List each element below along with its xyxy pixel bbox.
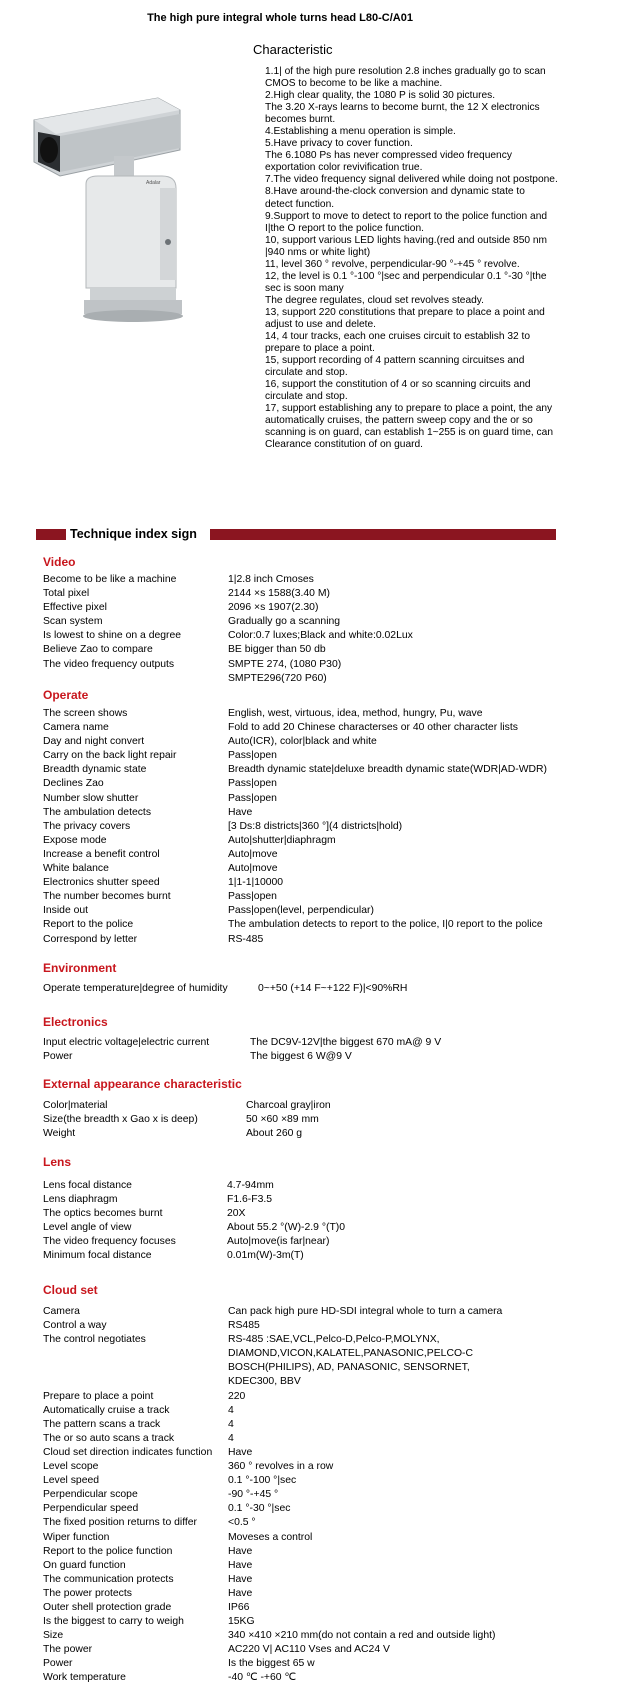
spec-row <box>43 1207 613 1221</box>
section-external-rows <box>43 1099 613 1141</box>
spec-value: Pass|open <box>228 778 277 790</box>
spec-row <box>43 643 613 657</box>
spec-row <box>43 707 613 721</box>
spec-label: The video frequency focuses <box>43 1236 176 1248</box>
spec-label: Operate temperature|degree of humidity <box>43 983 228 994</box>
spec-label: Total pixel <box>43 588 90 600</box>
section-external-heading: External appearance characteristic <box>43 1077 242 1091</box>
characteristic-line: circulate and stop. <box>265 391 348 403</box>
spec-label: Power <box>43 1051 73 1063</box>
spec-row <box>43 1432 613 1446</box>
spec-value: 340 ×410 ×210 mm(do not contain a red and outside light) <box>228 1630 496 1642</box>
spec-row <box>43 1375 613 1389</box>
characteristic-heading: Characteristic <box>253 42 333 57</box>
spec-row <box>43 1488 613 1502</box>
spec-value: RS-485 :SAE,VCL,Pelco-D,Pelco-P,MOLYNX, <box>228 1334 440 1346</box>
spec-label: Size(the breadth x Gao x is deep) <box>43 1114 198 1126</box>
spec-row <box>43 615 613 629</box>
spec-label: Increase a benefit control <box>43 848 160 860</box>
characteristic-line: 4.Establishing a menu operation is simple. <box>265 126 456 138</box>
spec-label: Is lowest to shine on a degree <box>43 630 182 642</box>
spec-row <box>43 918 613 932</box>
spec-value: Can pack high pure HD-SDI integral whole to turn a camera <box>228 1306 503 1317</box>
spec-value: 2096 ×s 1907(2.30) <box>228 602 319 614</box>
spec-value: Pass|open(level, perpendicular) <box>228 905 374 917</box>
spec-value: 220 <box>228 1390 246 1402</box>
section-electronics-heading: Electronics <box>43 1015 108 1029</box>
characteristic-line: 9.Support to move to detect to report to the police function and <box>265 210 548 222</box>
spec-label: The fixed position returns to differ <box>43 1517 198 1529</box>
spec-value: Have <box>228 1545 253 1557</box>
characteristic-line: The degree regulates, cloud set revolves steady. <box>265 294 484 306</box>
spec-row <box>43 735 613 749</box>
spec-value: Auto|move(is far|near) <box>227 1236 330 1248</box>
spec-value: BOSCH(PHILIPS), AD, PANASONIC, SENSORNET, <box>228 1362 470 1374</box>
spec-label: Inside out <box>43 905 89 917</box>
section-environment-heading: Environment <box>43 961 117 975</box>
spec-row <box>43 834 613 848</box>
spec-label: Camera <box>43 1306 80 1317</box>
spec-row <box>43 1601 613 1615</box>
spec-label: Color|material <box>43 1100 108 1111</box>
spec-row <box>43 1305 613 1319</box>
characteristic-line: 11, level 360 ° revolve, perpendicular-90 °-+45 ° revolve. <box>265 258 520 270</box>
spec-value: RS485 <box>228 1320 260 1332</box>
spec-row <box>43 573 613 587</box>
spec-label: The optics becomes burnt <box>43 1208 163 1220</box>
spec-label: Become to be like a machine <box>43 574 177 585</box>
ptz-camera-image <box>30 92 190 332</box>
spec-label: The communication protects <box>43 1573 174 1585</box>
spec-label: On guard function <box>43 1559 126 1571</box>
spec-label: Scan system <box>43 616 103 628</box>
spec-value: <0.5 ° <box>228 1517 256 1529</box>
spec-label: Level speed <box>43 1475 100 1487</box>
spec-value: The ambulation detects to report to the police, I|0 report to the police <box>228 919 543 931</box>
spec-value: SMPTE296(720 P60) <box>228 672 327 684</box>
spec-label: Report to the police function <box>43 1545 173 1557</box>
characteristic-line: adjust to use and delete. <box>265 318 377 330</box>
spec-label: The video frequency outputs <box>43 658 175 670</box>
spec-row <box>43 1050 613 1064</box>
spec-label: Level angle of view <box>43 1222 132 1234</box>
spec-row <box>43 721 613 735</box>
spec-row <box>43 1390 613 1404</box>
section-operate-rows <box>43 707 613 947</box>
spec-label: Control a way <box>43 1320 107 1332</box>
spec-label: Perpendicular scope <box>43 1489 138 1501</box>
characteristic-line: detect function. <box>265 198 335 210</box>
spec-value: DIAMOND,VICON,KALATEL,PANASONIC,PELCO-C <box>228 1348 473 1360</box>
spec-label: Day and night convert <box>43 736 145 748</box>
spec-label: The or so auto scans a track <box>43 1432 175 1444</box>
spec-value: 50 ×60 ×89 mm <box>246 1114 319 1126</box>
characteristic-line: CMOS to become to be like a machine. <box>265 78 443 90</box>
spec-label: Perpendicular speed <box>43 1503 139 1515</box>
banner-bar-left <box>36 529 66 540</box>
spec-value: SMPTE 274, (1080 P30) <box>228 658 342 670</box>
spec-value: 15KG <box>228 1616 255 1628</box>
spec-value: 4 <box>228 1418 234 1430</box>
spec-label: Minimum focal distance <box>43 1250 152 1262</box>
spec-row <box>43 1319 613 1333</box>
spec-value: Pass|open <box>228 792 277 804</box>
spec-value: IP66 <box>228 1601 250 1613</box>
spec-value: Moveses a control <box>228 1531 313 1543</box>
spec-row <box>43 1113 613 1127</box>
spec-row <box>43 1099 613 1113</box>
spec-value: 0.1 °-30 °|sec <box>228 1503 291 1515</box>
spec-value: 4 <box>228 1432 234 1444</box>
spec-row <box>43 1347 613 1361</box>
spec-row <box>43 1036 613 1050</box>
spec-label: Size <box>43 1630 64 1642</box>
spec-label: Declines Zao <box>43 778 104 790</box>
spec-row <box>43 1418 613 1432</box>
spec-row <box>43 1531 613 1545</box>
characteristic-line: 16, support the constitution of 4 or so scanning circuits and <box>265 379 531 391</box>
spec-label: White balance <box>43 863 109 875</box>
characteristic-line: 1.1| of the high pure resolution 2.8 inches gradually go to scan <box>265 66 546 77</box>
characteristic-line: 5.Have privacy to cover function. <box>265 138 413 150</box>
spec-label: Outer shell protection grade <box>43 1601 172 1613</box>
spec-label: Expose mode <box>43 834 107 846</box>
spec-label: The privacy covers <box>43 820 131 832</box>
spec-label: Is the biggest to carry to weigh <box>43 1616 184 1628</box>
spec-row <box>43 1179 613 1193</box>
section-cloud-rows <box>43 1305 613 1686</box>
spec-label: Weight <box>43 1128 76 1140</box>
spec-label: The power <box>43 1644 93 1656</box>
spec-row <box>43 820 613 834</box>
section-lens-heading: Lens <box>43 1155 72 1169</box>
characteristic-line: 2.High clear quality, the 1080 P is solid 30 pictures. <box>265 90 496 102</box>
spec-label: Camera name <box>43 722 109 734</box>
spec-value: 1|1-1|10000 <box>228 877 284 889</box>
characteristic-line: exportation color revivification true. <box>265 162 423 174</box>
spec-value: 4 <box>228 1404 234 1416</box>
spec-label: The power protects <box>43 1587 132 1599</box>
spec-value: English, west, virtuous, idea, method, hungry, Pu, wave <box>228 708 483 719</box>
spec-value: Auto|shutter|diaphragm <box>228 834 336 846</box>
spec-row <box>43 1502 613 1516</box>
characteristic-line: The 6.1080 Ps has never compressed video frequency <box>265 150 512 162</box>
spec-label: Wiper function <box>43 1531 110 1543</box>
spec-row <box>43 1559 613 1573</box>
spec-value: The biggest 6 W@9 V <box>250 1051 352 1063</box>
spec-label: Cloud set direction indicates function <box>43 1446 213 1458</box>
section-cloud-heading: Cloud set <box>43 1283 98 1297</box>
characteristic-line: 13, support 220 constitutions that prepare to place a point and <box>265 306 545 318</box>
spec-row <box>43 1333 613 1347</box>
svg-text:Adalar: Adalar <box>146 180 161 186</box>
spec-value: F1.6-F3.5 <box>227 1194 273 1206</box>
spec-row <box>43 1629 613 1643</box>
characteristic-line: 12, the level is 0.1 °-100 °|sec and perpendicular 0.1 °-30 °|the <box>265 270 547 282</box>
spec-value: Pass|open <box>228 891 277 903</box>
spec-label: Number slow shutter <box>43 792 139 804</box>
spec-value: Auto|move <box>228 863 278 875</box>
spec-row <box>43 890 613 904</box>
spec-row <box>43 1249 613 1263</box>
spec-value: Have <box>228 806 253 818</box>
spec-value: 2144 ×s 1588(3.40 M) <box>228 588 330 600</box>
spec-value: Have <box>228 1587 253 1599</box>
spec-row <box>43 1235 613 1249</box>
spec-label: Breadth dynamic state <box>43 764 147 776</box>
spec-value: Is the biggest 65 w <box>228 1658 315 1670</box>
spec-label: The screen shows <box>43 708 128 719</box>
spec-label: Effective pixel <box>43 602 107 614</box>
spec-value: AC220 V| AC110 Vses and AC24 V <box>228 1644 390 1656</box>
spec-row <box>43 982 613 996</box>
spec-value: 0.01m(W)-3m(T) <box>227 1250 304 1262</box>
spec-value: RS-485 <box>228 933 264 945</box>
section-environment-rows <box>43 982 613 996</box>
spec-value: 20X <box>227 1208 246 1220</box>
spec-value: BE bigger than 50 db <box>228 644 326 656</box>
spec-label: Automatically cruise a track <box>43 1404 170 1416</box>
spec-label: The ambulation detects <box>43 806 152 818</box>
spec-value: 1|2.8 inch Cmoses <box>228 574 314 585</box>
spec-value: Have <box>228 1573 253 1585</box>
characteristic-line: prepare to place a point. <box>265 343 375 355</box>
spec-row <box>43 672 613 686</box>
section-operate-heading: Operate <box>43 688 89 702</box>
spec-value: Breadth dynamic state|deluxe breadth dynamic state(WDR|AD-WDR) <box>228 764 547 776</box>
section-electronics-rows <box>43 1036 613 1064</box>
banner-bar-right <box>210 529 556 540</box>
section-video-heading: Video <box>43 555 76 569</box>
spec-value: About 260 g <box>246 1128 303 1140</box>
spec-row <box>43 749 613 763</box>
spec-value: About 55.2 °(W)-2.9 °(T)0 <box>227 1222 346 1234</box>
characteristic-line: 10, support various LED lights having.(red and outside 850 nm <box>265 234 548 246</box>
spec-row <box>43 876 613 890</box>
spec-value: 0.1 °-100 °|sec <box>228 1475 297 1487</box>
spec-label: Lens focal distance <box>43 1180 132 1191</box>
technique-index-banner <box>36 527 556 540</box>
spec-row <box>43 1221 613 1235</box>
spec-label: Report to the police <box>43 919 134 931</box>
spec-row <box>43 587 613 601</box>
characteristic-line: The 3.20 X-rays learns to become burnt, the 12 X electronics <box>265 102 540 114</box>
characteristic-line: I|the O report to the police function. <box>265 222 424 234</box>
page-title: The high pure integral whole turns head L80-C/A01 <box>147 12 413 24</box>
spec-label: Believe Zao to compare <box>43 644 153 656</box>
spec-row <box>43 1361 613 1375</box>
section-lens-rows <box>43 1179 613 1264</box>
characteristic-line: becomes burnt. <box>265 114 336 126</box>
characteristic-line: 17, support establishing any to prepare to place a point, the any <box>265 403 553 415</box>
spec-row <box>43 1587 613 1601</box>
characteristic-line: 15, support recording of 4 pattern scanning circuitses and <box>265 355 525 367</box>
spec-label: Carry on the back light repair <box>43 750 177 762</box>
characteristic-line: 14, 4 tour tracks, each one cruises circuit to establish 32 to <box>265 331 531 343</box>
spec-value: [3 Ds:8 districts|360 °](4 districts|hold) <box>228 820 403 832</box>
spec-label: Level scope <box>43 1461 99 1473</box>
spec-value: Gradually go a scanning <box>228 616 341 628</box>
spec-value: Auto|move <box>228 848 278 860</box>
spec-label: Lens diaphragm <box>43 1194 118 1206</box>
characteristic-line: 7.The video frequency signal delivered while doing not postpone. <box>265 174 558 186</box>
spec-label: Prepare to place a point <box>43 1390 154 1402</box>
spec-row <box>43 1460 613 1474</box>
spec-row <box>43 601 613 615</box>
spec-value: KDEC300, BBV <box>228 1376 301 1388</box>
spec-value: 360 ° revolves in a row <box>228 1461 334 1473</box>
spec-row <box>43 806 613 820</box>
spec-row <box>43 862 613 876</box>
spec-value: Auto(ICR), color|black and white <box>228 736 377 748</box>
spec-row <box>43 904 613 918</box>
spec-row <box>43 1127 613 1141</box>
spec-row <box>43 1545 613 1559</box>
spec-value: Pass|open <box>228 750 277 762</box>
spec-value: -90 °-+45 ° <box>228 1489 279 1501</box>
spec-row <box>43 1404 613 1418</box>
spec-value: 0~+50 (+14 F~+122 F)|<90%RH <box>258 983 408 994</box>
spec-value: 4.7-94mm <box>227 1180 274 1191</box>
characteristic-line: sec is soon many <box>265 282 344 294</box>
spec-value: The DC9V-12V|the biggest 670 mA@ 9 V <box>250 1037 442 1048</box>
spec-row <box>43 792 613 806</box>
spec-row <box>43 629 613 643</box>
spec-row <box>43 1193 613 1207</box>
spec-row <box>43 1446 613 1460</box>
spec-row <box>43 1516 613 1530</box>
spec-row <box>43 1474 613 1488</box>
spec-row <box>43 1573 613 1587</box>
spec-row <box>43 933 613 947</box>
spec-row <box>43 658 613 672</box>
spec-value: Have <box>228 1446 253 1458</box>
spec-value: Color:0.7 luxes;Black and white:0.02Lux <box>228 630 413 642</box>
spec-row <box>43 1657 613 1671</box>
spec-label: Electronics shutter speed <box>43 877 160 889</box>
spec-label: The pattern scans a track <box>43 1418 161 1430</box>
spec-row <box>43 1671 613 1685</box>
characteristic-line: 8.Have around-the-clock conversion and dynamic state to <box>265 186 525 198</box>
spec-row <box>43 848 613 862</box>
section-video-rows <box>43 573 613 686</box>
technique-heading: Technique index sign <box>70 527 197 541</box>
characteristic-line: circulate and stop. <box>265 367 348 379</box>
characteristic-line: Clearance constitution of on guard. <box>265 439 424 451</box>
spec-value: Fold to add 20 Chinese characterses or 40 other character lists <box>228 722 518 734</box>
spec-label: Work temperature <box>43 1672 126 1684</box>
spec-row <box>43 1615 613 1629</box>
characteristic-line: automatically cruises, the pattern sweep copy and the or so <box>265 415 533 427</box>
spec-row <box>43 777 613 791</box>
spec-row <box>43 1643 613 1657</box>
spec-label: Input electric voltage|electric current <box>43 1037 210 1048</box>
spec-label: The control negotiates <box>43 1334 146 1346</box>
spec-value: -40 ℃ -+60 ℃ <box>228 1672 297 1684</box>
spec-value: Charcoal gray|iron <box>246 1100 331 1111</box>
spec-label: The number becomes burnt <box>43 891 171 903</box>
spec-label: Correspond by letter <box>43 933 138 945</box>
spec-row <box>43 763 613 777</box>
spec-value: Have <box>228 1559 253 1571</box>
characteristic-line: |940 nms or white light) <box>265 246 371 258</box>
spec-label: Power <box>43 1658 73 1670</box>
characteristic-list <box>265 66 610 452</box>
characteristic-line: scanning is on guard, can establish 1~255 is on guard time, can <box>265 427 553 439</box>
